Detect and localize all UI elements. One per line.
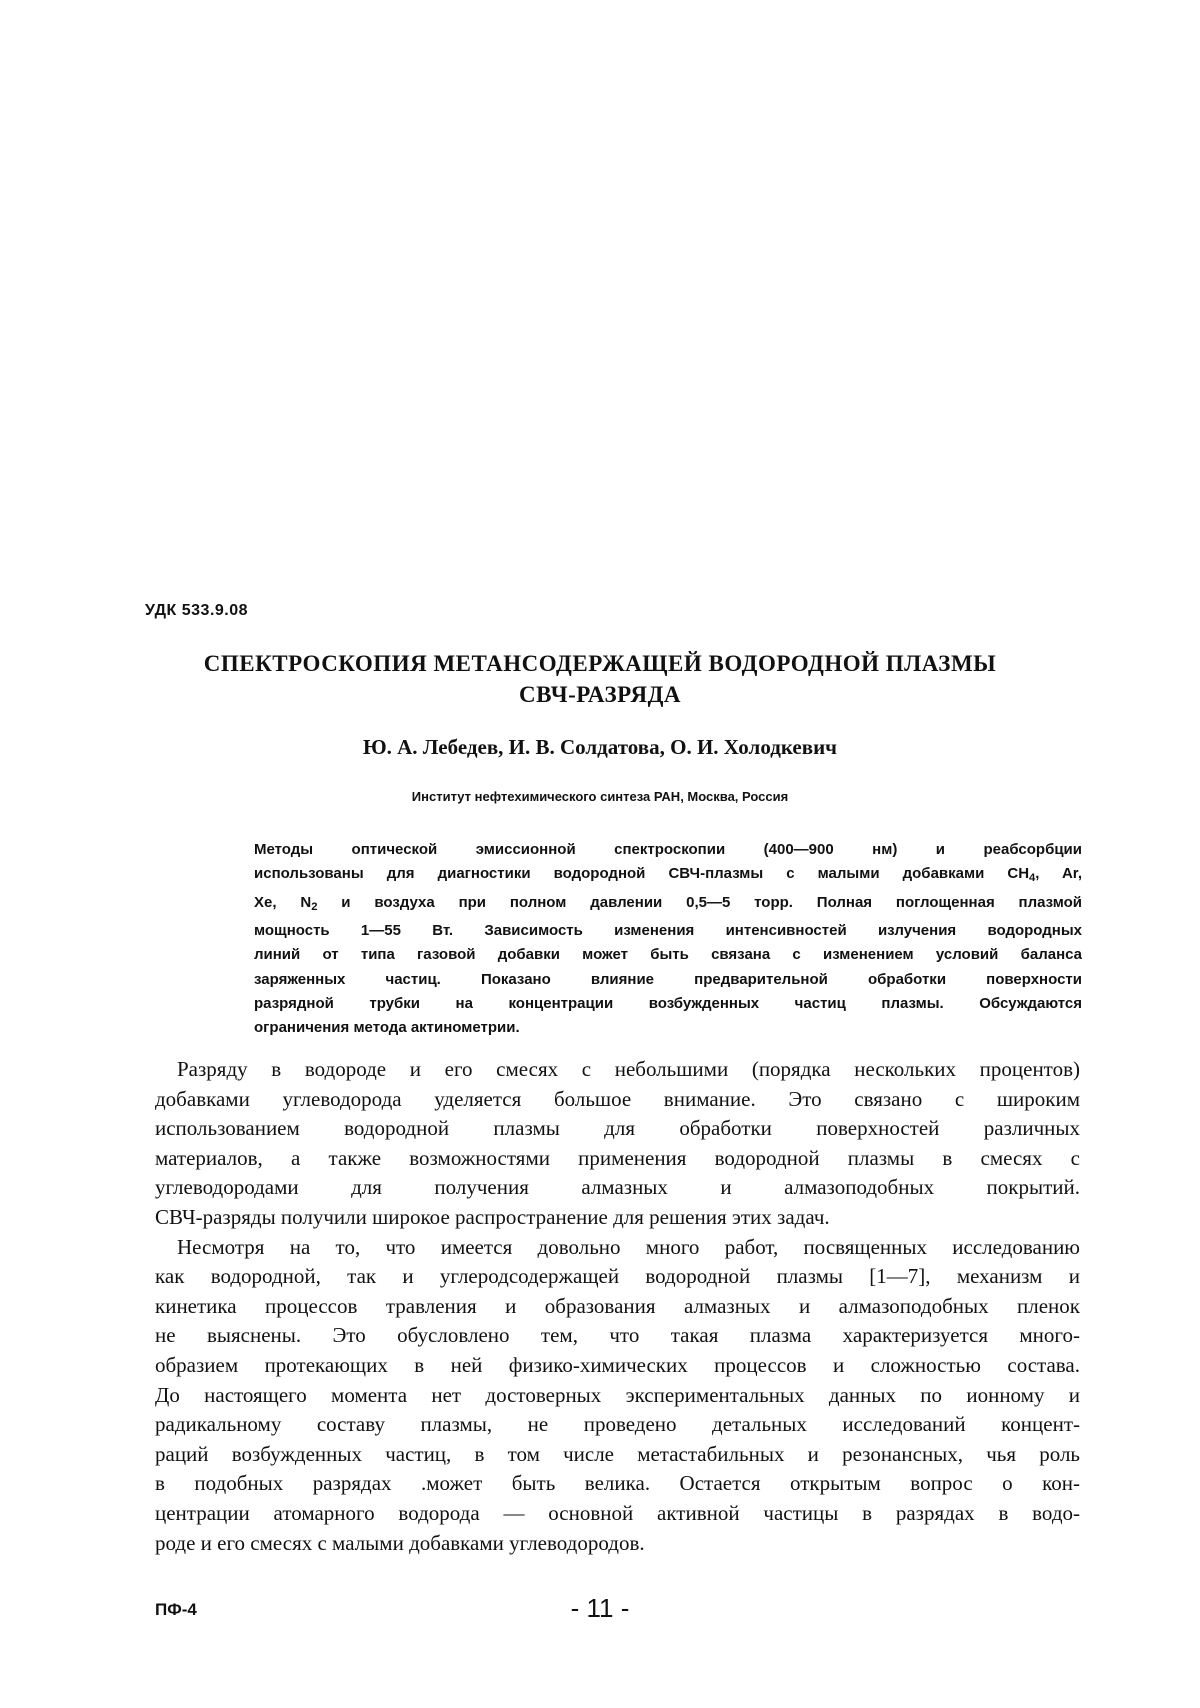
abstract-line: разрядной трубки на концентрации возбужденных частиц плазмы. Обсуждаются [254, 995, 1082, 1013]
body-line: радикальному составу плазмы, не проведено детальных исследований концент- [155, 1412, 1080, 1437]
body-line: углеводородами для получения алмазных и алмазоподобных покрытий. [155, 1175, 1080, 1200]
abstract-line: заряженных частиц. Показано влияние предварительной обработки поверхности [254, 970, 1082, 988]
institute: Институт нефтехимического синтеза РАН, Москва, Россия [411, 789, 789, 804]
body-line: как водородной, так и углеродсодержащей водородной плазмы [1—7], механизм и [155, 1264, 1080, 1289]
abstract-line: мощность 1—55 Вт. Зависимость изменения интенсивностей излучения водородных [254, 921, 1082, 939]
title-line-2: СВЧ-РАЗРЯДА [518, 682, 682, 707]
paragraph-2 [155, 1233, 1080, 1559]
body-line: материалов, а также возможностями применения водородной плазмы в смесях с [155, 1145, 1080, 1170]
abstract-line: Методы оптической эмиссионной спектроскопии (400—900 нм) и реабсорбции [254, 841, 1082, 858]
body-line: образием протекающих в ней физико-химических процессов и сложностью состава. [155, 1352, 1080, 1377]
body-line: добавками углеводорода уделяется большое внимание. Это связано с широким [155, 1086, 1080, 1111]
page-number: - 11 - [570, 1593, 630, 1623]
body-line: центрации атомарного водорода — основной активной частицы в разрядах в водо- [155, 1500, 1080, 1525]
body-line: Разряду в водороде и его смесях с небольшими (порядка нескольких процентов) [177, 1057, 1080, 1081]
body-text [155, 1055, 1080, 1558]
authors: Ю. А. Лебедев, И. В. Солдатова, О. И. Холодкевич [362, 735, 838, 759]
paragraph-1 [155, 1055, 1080, 1233]
paper-title [150, 648, 1050, 710]
udk-code: УДК 533.9.08 [145, 602, 249, 619]
body-line: СВЧ-разряды получили широкое распространение для решения этих задач. [155, 1204, 830, 1229]
footer-code: ПФ-4 [155, 1600, 197, 1619]
abstract-line: линий от типа газовой добавки может быть связана с изменением условий баланса [254, 946, 1082, 964]
body-line: не выяснены. Это обусловлено тем, что такая плазма характеризуется много- [155, 1323, 1080, 1348]
abstract [254, 838, 1082, 1041]
body-line: раций возбужденных частиц, в том числе метастабильных и резонансных, чья роль [155, 1441, 1080, 1466]
abstract-line: использованы для диагностики водородной СВЧ-плазмы с малыми добавками $CH_4$, Ar, [254, 865, 1082, 885]
body-line: использованием водородной плазмы для обработки поверхностей различных [155, 1116, 1080, 1141]
body-line: роде и его смесях с малыми добавками углеводородов. [155, 1530, 645, 1555]
body-line: Несмотря на то, что имеется довольно много работ, посвященных исследованию [177, 1234, 1080, 1259]
abstract-line: Xe, $N_2$ и воздуха при полном давлении 0,5—5 торр. Полная поглощенная плазмой [254, 893, 1082, 913]
body-line: в подобных разрядах .может быть велика. Остается открытым вопрос о кон- [155, 1471, 1080, 1496]
body-line: кинетика процессов травления и образования алмазных и алмазоподобных пленок [155, 1293, 1080, 1318]
body-line: До настоящего момента нет достоверных экспериментальных данных по ионному и [155, 1382, 1080, 1407]
title-line-1: СПЕКТРОСКОПИЯ МЕТАНСОДЕРЖАЩЕЙ ВОДОРОДНОЙ ПЛАЗМЫ [203, 651, 997, 676]
abstract-line: ограничения метода актинометрии. [254, 1019, 520, 1037]
